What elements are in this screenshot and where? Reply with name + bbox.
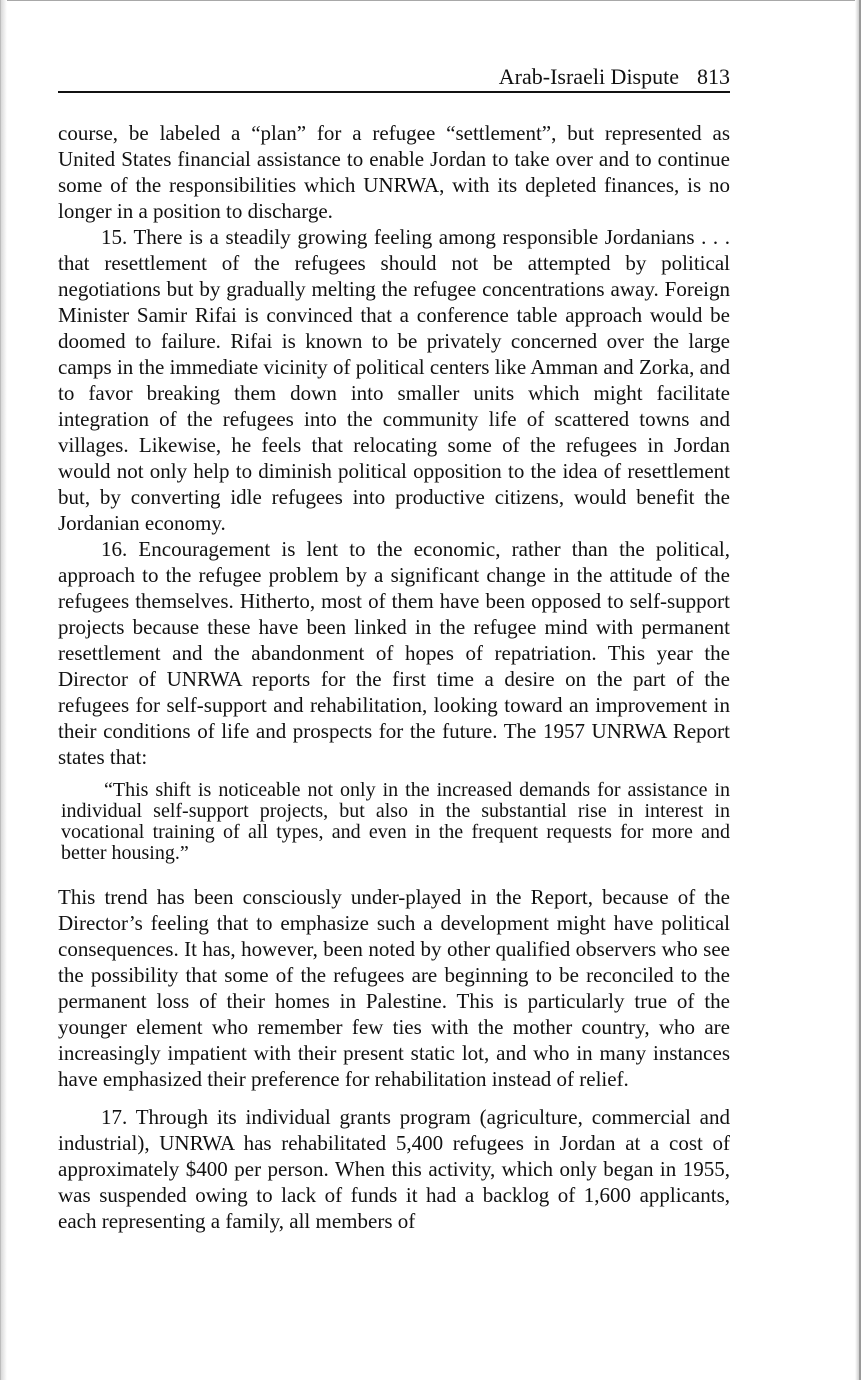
paragraph-16: 16. Encouragement is lent to the economic, rather than the political, approach to the refugee problem by a significant change in the attitude of the refugees themselves. Hitherto, most of them have been opposed to self-support projects because these have been linked in the refugee mind with permanent resettlement and the abandonment of hopes of repatriation. This year the Director of UNRWA reports for the first time a desire on the part of the refugees for self-support and rehabilitation, looking toward an improvement in their conditions of life and prospects for the future. The 1957 UNRWA Report states that: — [58, 537, 730, 769]
running-head — [58, 64, 730, 93]
page-number: 813 — [697, 64, 730, 89]
running-title: Arab-Israeli Dispute — [498, 64, 679, 89]
scan-edge-right — [855, 0, 861, 1380]
paragraph-after-quote: This trend has been consciously under-played in the Report, because of the Director’s feeling that to emphasize such a development might have political consequences. It has, however, been noted by other qualified observers who see the possibility that some of the refugees are beginning to be reconciled to the permanent loss of their homes in Palestine. This is particularly true of the younger element who remember few ties with the mother country, who are increasingly impatient with their present static lot, and who in many instances have emphasized their preference for rehabilitation instead of relief. — [58, 885, 730, 1091]
body-text — [58, 120, 730, 1234]
paragraph-15: 15. There is a steadily growing feeling among responsible Jordanians . . . that resettlement of the refugees should not be attempted by political negotiations but by gradually melting the refugee concentrations away. Foreign Minister Samir Rifai is convinced that a conference table approach would be doomed to failure. Rifai is known to be privately concerned over the large camps in the immediate vicinity of political centers like Amman and Zorka, and to favor breaking them down into smaller units which might facilitate integration of the refugees into the community life of scattered towns and villages. Likewise, he feels that relocating some of the refugees in Jordan would not only help to diminish political opposition to the idea of resettlement but, by converting idle refugees into productive citizens, would benefit the Jordanian economy. — [58, 225, 730, 535]
block-quote: “This shift is noticeable not only in the increased demands for assistance in individual self-support projects, but also in the substantial rise in interest in vocational training of all types, and even in the frequent requests for more and better housing.” — [61, 779, 730, 864]
document-page — [58, 64, 730, 1234]
scan-edge-top — [0, 0, 861, 4]
paragraph-continuation: course, be labeled a “plan” for a refugee “settlement”, but represented as United States financial assistance to enable Jordan to take over and to continue some of the responsibilities which UNRWA, with its depleted finances, is no longer in a position to discharge. — [58, 121, 730, 223]
paragraph-17: 17. Through its individual grants program (agriculture, commercial and industrial), UNRWA has rehabilitated 5,400 refugees in Jordan at a cost of approximately $400 per person. When this activity, which only began in 1955, was suspended owing to lack of funds it had a backlog of 1,600 applicants, each representing a family, all members of — [58, 1105, 730, 1233]
scan-edge-left — [0, 0, 7, 1380]
